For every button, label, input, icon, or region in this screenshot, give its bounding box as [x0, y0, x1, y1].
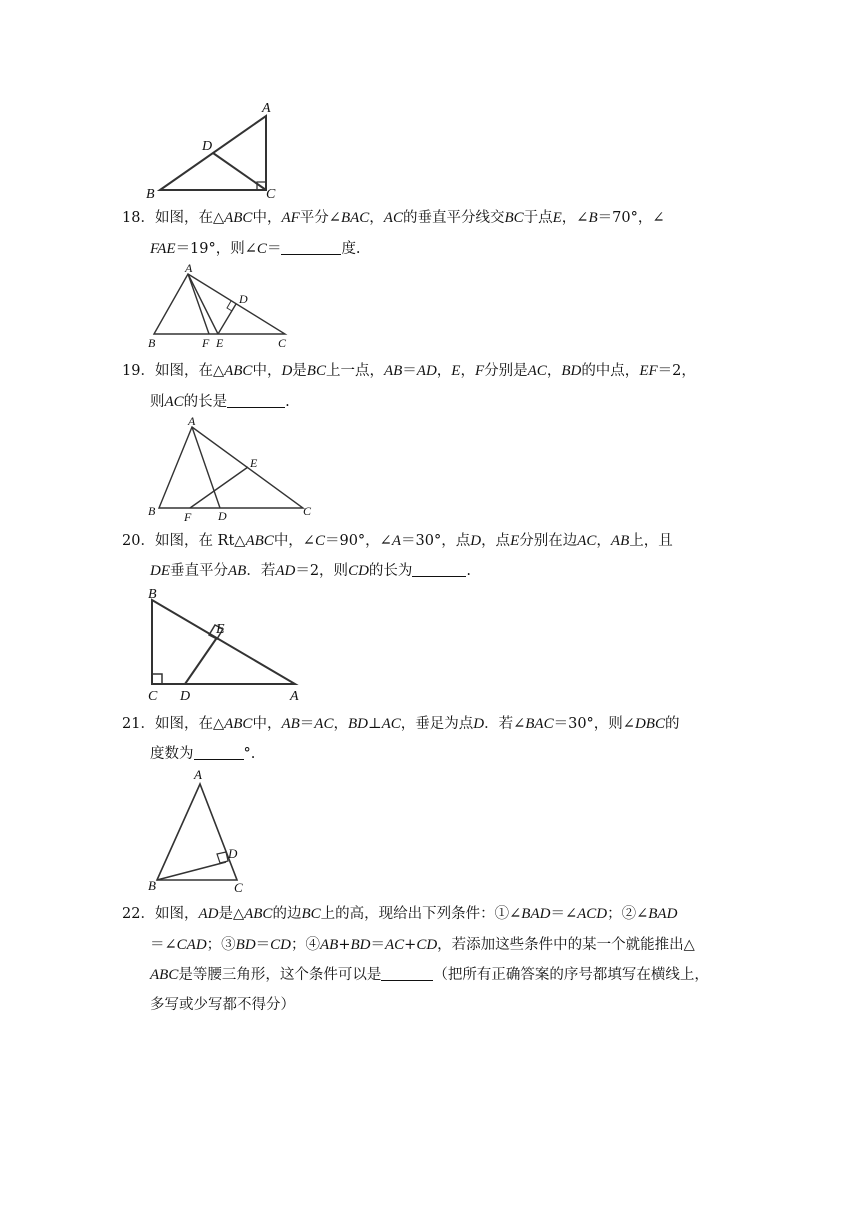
math-variable: ACD [577, 906, 608, 922]
label-D: D [228, 846, 238, 861]
label-A: A [290, 689, 299, 704]
text-segment: 中， [252, 716, 282, 732]
math-variable: AB [383, 363, 403, 379]
text-segment: 是等腰三角形，这个条件可以是 [178, 967, 382, 983]
math-variable: AB [228, 563, 247, 579]
math-variable: AD [275, 563, 296, 579]
math-variable: AC [383, 210, 403, 226]
math-variable: CD [416, 937, 438, 953]
math-variable: AC [577, 533, 597, 549]
text-segment: ， [333, 716, 348, 732]
label-B: B [148, 587, 157, 602]
answer-blank [194, 745, 244, 760]
text-segment: ；②∠ [607, 906, 649, 922]
math-variable: BAC [340, 210, 370, 226]
text-segment: 则 [150, 394, 165, 410]
math-variable: BC [504, 210, 524, 226]
math-variable: ABC [150, 967, 179, 983]
text-segment: + [404, 937, 417, 953]
q21-line1 [122, 714, 679, 734]
text-segment: 平分∠ [299, 210, 341, 226]
math-variable: EF [639, 363, 658, 379]
math-variable: ABC [224, 716, 253, 732]
figure-q20 [140, 584, 315, 702]
text-segment: 上的高，现给出下列条件：①∠ [320, 906, 522, 922]
label-E: E [216, 336, 224, 350]
question-number: 20． [122, 533, 155, 549]
math-variable: BC [301, 906, 321, 922]
label-E: E [216, 622, 225, 637]
text-segment: 度数为 [150, 746, 194, 762]
label-C: C [266, 187, 276, 202]
text-segment: 是 [292, 363, 307, 379]
text-segment: 中， [252, 363, 282, 379]
label-A: A [185, 261, 193, 275]
text-segment: 度. [341, 241, 361, 257]
math-variable: ABC [244, 906, 273, 922]
math-variable: AF [281, 210, 300, 226]
label-D: D [218, 509, 227, 523]
q21-line2 [150, 744, 255, 764]
math-variable: AC [314, 716, 334, 732]
q22-line3 [150, 965, 709, 985]
label-D: D [239, 292, 248, 306]
math-variable: D [473, 716, 485, 732]
answer-blank [381, 966, 433, 981]
label-F: F [202, 336, 210, 350]
math-variable: AB [610, 533, 630, 549]
question-number: 18． [122, 210, 155, 226]
text-segment: 上，且 [629, 533, 673, 549]
math-variable: DE [150, 563, 170, 579]
q22-line1 [122, 904, 677, 924]
math-variable: BAD [521, 906, 551, 922]
text-segment: 中， [252, 210, 282, 226]
q18-line1 [122, 208, 664, 228]
text-segment: 多写或少写都不得分） [150, 997, 295, 1013]
q19-line1 [122, 361, 696, 381]
text-segment: ，垂足为点 [400, 716, 474, 732]
text-segment: ．若 [246, 563, 276, 579]
label-A: A [262, 101, 271, 116]
label-E: E [250, 456, 258, 470]
text-segment: ， [436, 363, 452, 379]
text-segment: 分别在边 [519, 533, 578, 549]
math-variable: AC [164, 394, 184, 410]
text-segment: ， [460, 363, 475, 379]
text-segment: 如图，在△ [154, 363, 225, 379]
text-segment: 上一点， [325, 363, 384, 379]
q22-line4 [150, 995, 295, 1015]
text-segment: ；③ [206, 937, 236, 953]
math-variable: AC [381, 716, 401, 732]
math-variable: BD [350, 937, 371, 953]
math-variable: BAD [648, 906, 678, 922]
math-variable: E [510, 533, 520, 549]
math-variable: D [281, 363, 293, 379]
math-variable: BAC [525, 716, 554, 732]
text-segment: . [466, 563, 472, 579]
text-segment: ＝ [299, 716, 315, 732]
math-variable: AC [384, 937, 405, 953]
math-variable: E [451, 363, 461, 379]
label-D: D [202, 139, 213, 154]
text-segment: ，点 [481, 533, 511, 549]
text-segment: 的长是 [183, 394, 228, 410]
label-B: B [148, 878, 156, 893]
math-variable: A [391, 533, 402, 549]
text-segment: ＝19°，则∠ [175, 241, 257, 257]
text-segment: °. [243, 746, 256, 762]
math-variable: E [552, 210, 562, 226]
answer-blank [412, 562, 466, 577]
text-segment: ＝2， [657, 363, 696, 379]
text-segment: 的中点， [581, 363, 640, 379]
q20-line2 [150, 561, 471, 581]
text-segment: ＝∠ [550, 906, 578, 922]
text-segment: 如图，在△ [154, 716, 225, 732]
text-segment: 的 [664, 716, 680, 732]
label-B: B [148, 504, 156, 518]
math-variable: BC [306, 363, 326, 379]
math-variable: AB [320, 937, 339, 953]
answer-blank [281, 240, 341, 255]
text-segment: 如图，在△ [154, 210, 225, 226]
label-B: B [146, 187, 155, 202]
math-variable: ABC [245, 533, 274, 549]
text-segment: 如图，在 Rt△ [154, 533, 246, 549]
text-segment: + [338, 937, 351, 953]
q19-line2 [150, 392, 290, 412]
text-segment: 于点 [523, 210, 553, 226]
text-segment: ＝ [266, 241, 282, 257]
question-number: 19． [122, 363, 155, 379]
math-variable: C [314, 533, 325, 549]
label-A: A [194, 767, 202, 782]
math-variable: FAE [150, 241, 176, 257]
figure-q18 [140, 262, 300, 352]
math-variable: BD [561, 363, 582, 379]
text-segment: 的长为 [368, 563, 413, 579]
text-segment: ，∠ [561, 210, 589, 226]
math-variable: B [588, 210, 598, 226]
text-segment: ．若∠ [484, 716, 526, 732]
text-segment: 分别是 [484, 363, 528, 379]
answer-blank [227, 393, 285, 408]
math-variable: ABC [224, 363, 253, 379]
math-variable: CD [348, 563, 369, 579]
text-segment: ＝∠ [150, 937, 177, 953]
text-segment: 中，∠ [273, 533, 315, 549]
text-segment: ， [596, 533, 611, 549]
figure-q17 [140, 98, 290, 202]
text-segment: ，若添加这些条件中的某一个就能推出△ [437, 937, 695, 953]
text-segment: ＝ [255, 937, 271, 953]
text-segment: ⊥ [367, 716, 382, 732]
text-segment: 的边 [272, 906, 302, 922]
text-segment: ＝90°，∠ [324, 533, 392, 549]
q18-line2 [150, 239, 361, 259]
label-A: A [188, 414, 196, 428]
label-C: C [303, 504, 312, 518]
math-variable: D [470, 533, 482, 549]
q20-line1 [122, 531, 673, 551]
math-variable: ABC [224, 210, 253, 226]
math-variable: C [256, 241, 267, 257]
label-C: C [278, 336, 287, 350]
text-segment: ＝30°，点 [401, 533, 471, 549]
label-C: C [148, 689, 158, 704]
math-variable: CAD [176, 937, 207, 953]
question-number: 21． [122, 716, 155, 732]
text-segment: ＝2，则 [295, 563, 349, 579]
text-segment: 垂直平分 [170, 563, 228, 579]
math-variable: BD [347, 716, 368, 732]
math-variable: BD [235, 937, 256, 953]
text-segment: ＝30°，则∠ [553, 716, 635, 732]
label-B: B [148, 336, 156, 350]
text-segment: ， [369, 210, 384, 226]
question-number: 22． [122, 906, 155, 922]
math-variable: CD [270, 937, 291, 953]
text-segment: ＝70°，∠ [597, 210, 665, 226]
text-segment: ＝ [402, 363, 417, 379]
figure-q21 [140, 766, 260, 896]
label-C: C [234, 880, 243, 895]
math-variable: AC [527, 363, 547, 379]
text-segment: （把所有正确答案的序号都填写在横线上， [433, 967, 709, 983]
text-segment: 是△ [218, 906, 245, 922]
figure-q19 [140, 415, 320, 525]
text-segment: 的垂直平分线交 [402, 210, 505, 226]
label-D: D [180, 689, 191, 704]
label-F: F [184, 510, 192, 524]
math-variable: DBC [634, 716, 665, 732]
math-variable: AB [281, 716, 300, 732]
math-variable: AD [416, 363, 437, 379]
q22-prefix: 如图， [154, 906, 199, 922]
math-variable: F [474, 363, 485, 379]
q22-line2 [150, 935, 695, 955]
text-segment: ；④ [291, 937, 320, 953]
text-segment: . [285, 394, 290, 410]
text-segment: ＝ [370, 937, 385, 953]
math-variable: AD [198, 906, 219, 922]
text-segment: ， [546, 363, 562, 379]
